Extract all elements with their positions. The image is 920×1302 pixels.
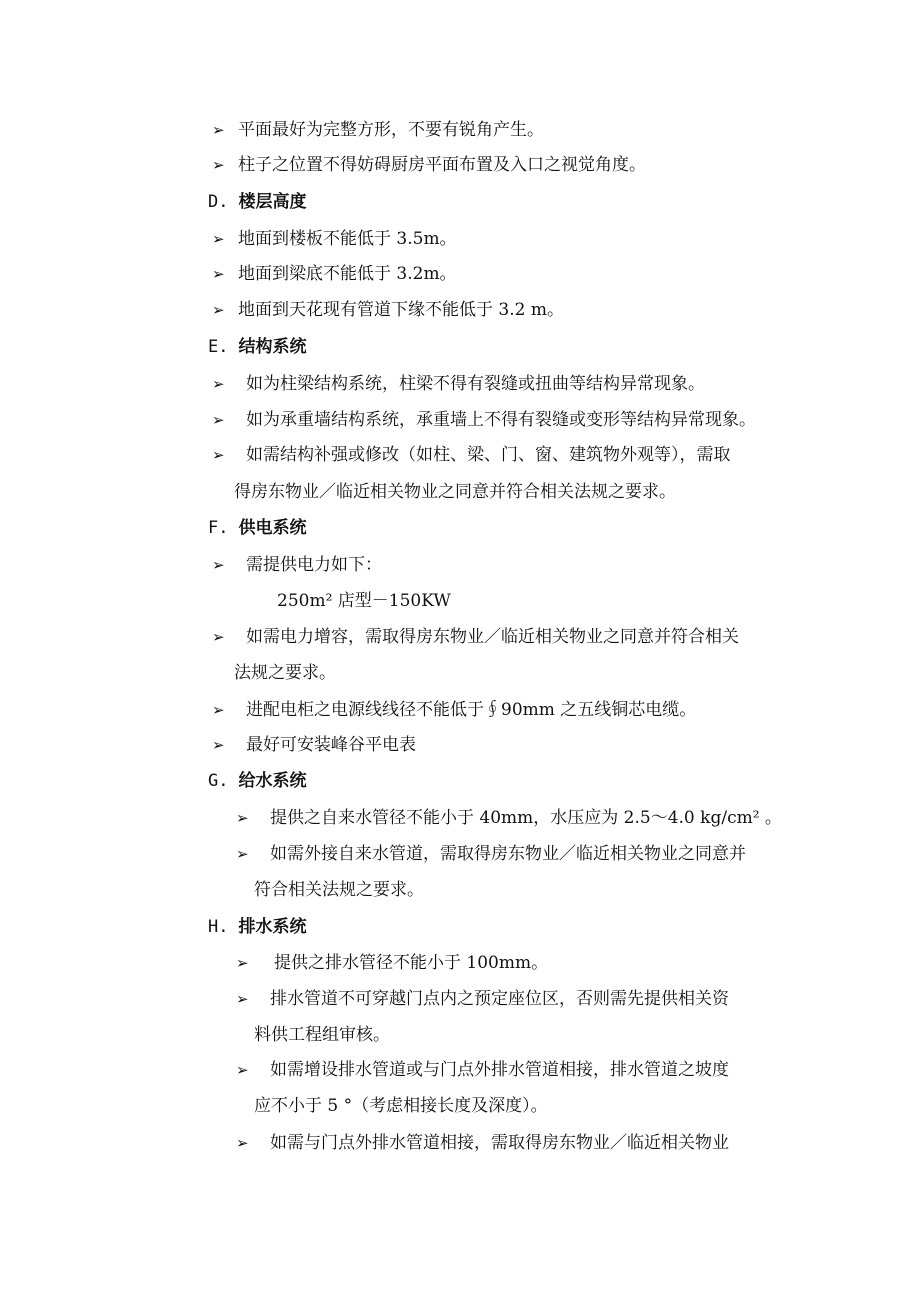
bullet-text: 柱子之位置不得妨碍厨房平面布置及入口之视觉角度。 [238, 155, 646, 175]
arrow-bullet-icon: ➢ [212, 156, 225, 174]
continuation-text: 法规之要求。 [234, 663, 336, 683]
section-heading [208, 190, 306, 214]
continuation-text: 料供工程组审核。 [254, 1025, 390, 1045]
arrow-bullet-icon: ➢ [212, 265, 225, 283]
arrow-bullet-icon: ➢ [236, 845, 249, 863]
section-title: 给水系统 [238, 771, 307, 791]
section-title: 结构系统 [238, 337, 307, 357]
bullet-text: 平面最好为完整方形，不要有锐角产生。 [238, 120, 544, 140]
bullet-text: 如为承重墙结构系统，承重墙上不得有裂缝或变形等结构异常现象。 [246, 410, 756, 430]
bullet-text: 地面到梁底不能低于 3.2m。 [238, 264, 457, 284]
bullet-text: 如需增设排水管道或与门点外排水管道相接，排水管道之坡度 [270, 1060, 729, 1080]
continuation-text: 得房东物业／临近相关物业之同意并符合相关法规之要求。 [234, 482, 676, 502]
arrow-bullet-icon: ➢ [212, 556, 225, 574]
section-heading [208, 769, 306, 793]
arrow-bullet-icon: ➢ [212, 736, 225, 754]
bullet-text: 进配电柜之电源线线径不能低于∮90mm 之五线铜芯电缆。 [246, 700, 697, 720]
arrow-bullet-icon: ➢ [212, 230, 225, 248]
section-heading [208, 915, 306, 939]
bullet-text: 提供之自来水管径不能小于 40mm，水压应为 2.5～4.0 kg/cm² 。 [270, 808, 782, 828]
arrow-bullet-icon: ➢ [212, 411, 225, 429]
section-title: 供电系统 [238, 518, 307, 538]
indented-text: 250m² 店型－150KW [277, 591, 451, 611]
bullet-text: 如为柱梁结构系统，柱梁不得有裂缝或扭曲等结构异常现象。 [246, 374, 705, 394]
continuation-text: 符合相关法规之要求。 [254, 880, 424, 900]
section-title: 排水系统 [238, 917, 307, 937]
arrow-bullet-icon: ➢ [236, 990, 249, 1008]
arrow-bullet-icon: ➢ [212, 628, 225, 646]
section-heading [208, 516, 306, 540]
bullet-text: 提供之排水管径不能小于 100mm。 [274, 953, 549, 973]
bullet-text: 最好可安装峰谷平电表 [246, 735, 416, 755]
arrow-bullet-icon: ➢ [212, 121, 225, 139]
bullet-text: 如需与门点外排水管道相接，需取得房东物业／临近相关物业 [270, 1133, 729, 1153]
arrow-bullet-icon: ➢ [212, 301, 225, 319]
arrow-bullet-icon: ➢ [212, 375, 225, 393]
bullet-text: 如需结构补强或修改（如柱、梁、门、窗、建筑物外观等），需取 [246, 445, 731, 465]
section-letter: F. [208, 518, 229, 538]
arrow-bullet-icon: ➢ [236, 954, 249, 972]
bullet-text: 地面到天花现有管道下缘不能低于 3.2 m。 [238, 300, 564, 320]
section-letter: G. [208, 771, 229, 791]
section-letter: H. [208, 917, 229, 937]
bullet-text: 需提供电力如下： [246, 555, 382, 575]
bullet-text: 如需外接自来水管道，需取得房东物业／临近相关物业之同意并 [270, 844, 746, 864]
bullet-text: 地面到楼板不能低于 3.5m。 [238, 229, 457, 249]
section-letter: E. [208, 337, 229, 357]
arrow-bullet-icon: ➢ [212, 701, 225, 719]
arrow-bullet-icon: ➢ [236, 1061, 249, 1079]
bullet-text: 如需电力增容，需取得房东物业／临近相关物业之同意并符合相关 [246, 627, 739, 647]
arrow-bullet-icon: ➢ [236, 1134, 249, 1152]
bullet-text: 排水管道不可穿越门点内之预定座位区，否则需先提供相关资 [270, 989, 729, 1009]
section-title: 楼层高度 [238, 192, 307, 212]
arrow-bullet-icon: ➢ [212, 446, 225, 464]
section-heading [208, 335, 306, 359]
continuation-text: 应不小于 5 °（考虑相接长度及深度）。 [254, 1096, 548, 1116]
section-letter: D. [208, 192, 229, 212]
arrow-bullet-icon: ➢ [236, 809, 249, 827]
